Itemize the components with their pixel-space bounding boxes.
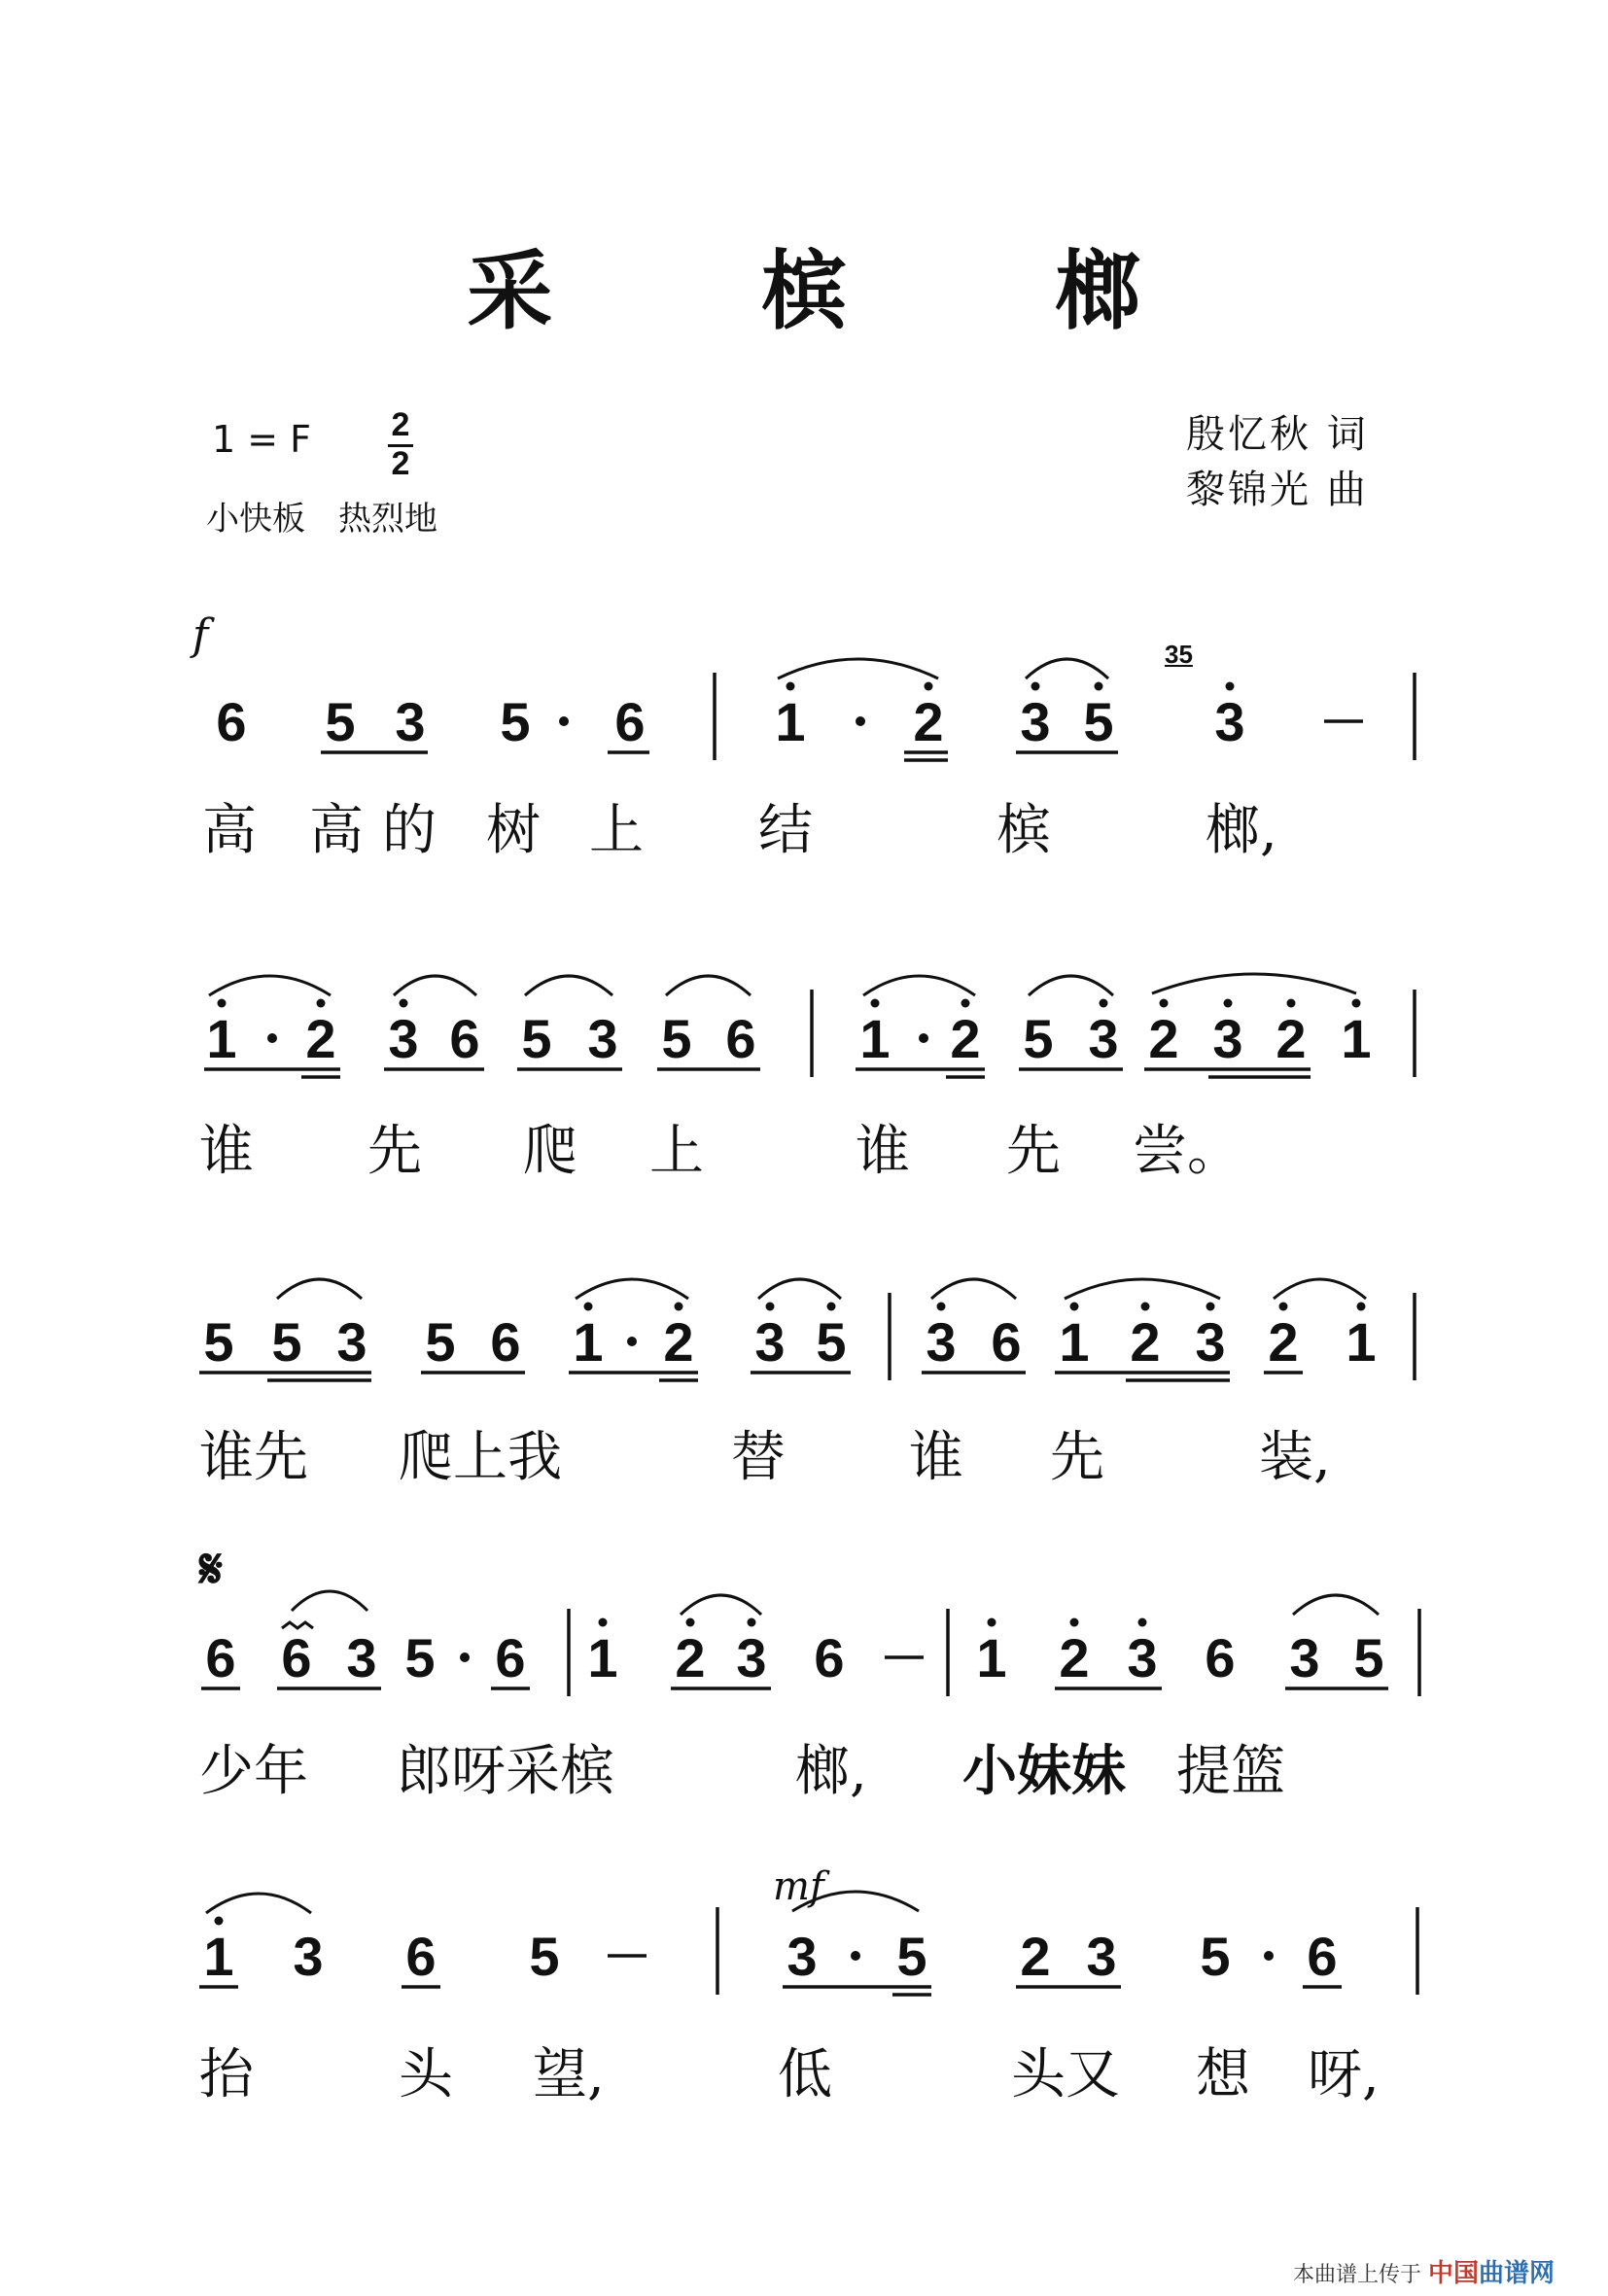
dynamic-forte: f (192, 610, 209, 660)
lyric-word: 少年 (199, 1740, 308, 1803)
lyric-line-2 (0, 1108, 1608, 1183)
note: 6 (991, 1311, 1022, 1373)
lyric-word: 先 (1050, 1426, 1104, 1489)
note: 3 (926, 1311, 957, 1373)
lyric-word: 头又 (1011, 2043, 1120, 2106)
augmentation-dot (267, 1033, 277, 1043)
note: 2 (1059, 1627, 1090, 1688)
slur-arc (576, 1279, 688, 1299)
slur-arc (792, 1892, 919, 1911)
octave-dot (584, 1303, 593, 1311)
octave-dot (1138, 1618, 1147, 1627)
octave-dot (686, 1618, 695, 1627)
octave-dot (1070, 1303, 1079, 1311)
octave-dot (675, 1303, 683, 1311)
note: 5 (1200, 1926, 1231, 1987)
note: 6 (205, 1627, 236, 1688)
note: 2 (305, 1008, 336, 1069)
octave-dot (1287, 999, 1296, 1008)
note: 3 (293, 1926, 324, 1987)
footer-brand-b: 曲谱网 (1479, 2259, 1556, 2288)
note: 3 (787, 1926, 818, 1987)
note: 1 (1346, 1311, 1377, 1373)
note: 2 (1130, 1311, 1161, 1373)
note: 6 (405, 1926, 437, 1987)
note: 6 (281, 1627, 312, 1688)
octave-dot (988, 1618, 996, 1627)
lyric-line-4 (0, 1728, 1608, 1803)
note: 3 (1195, 1311, 1226, 1373)
slur-arc (1065, 1279, 1220, 1299)
note: 5 (203, 1311, 234, 1373)
note: 6 (1205, 1627, 1236, 1688)
note: 5 (661, 1008, 692, 1069)
composer-credit: 黎锦光 曲 (1186, 468, 1369, 512)
note: 1 (573, 1311, 604, 1373)
lyric-word: 的 (382, 799, 437, 862)
note: 3 (1214, 691, 1245, 752)
lyric-word: 上 (649, 1120, 704, 1183)
lyric-word: 上 (589, 799, 644, 862)
slur-arc (394, 976, 476, 995)
note: 3 (1088, 1008, 1119, 1069)
octave-dot (215, 1917, 224, 1926)
lyric-word: 想 (1196, 2043, 1250, 2106)
slur-arc (525, 976, 612, 995)
note: 3 (388, 1008, 419, 1069)
note: 1 (976, 1627, 1007, 1688)
note: 5 (896, 1926, 927, 1987)
note: 1 (1059, 1311, 1090, 1373)
grace-note: 35 (1165, 640, 1193, 669)
note: 5 (1083, 691, 1114, 752)
octave-dot (827, 1303, 836, 1311)
augmentation-dot (559, 716, 569, 726)
footer-watermark (1293, 2253, 1555, 2289)
note: 6 (814, 1627, 845, 1688)
note: 3 (1086, 1926, 1117, 1987)
octave-dot (1031, 682, 1040, 691)
octave-dot (1357, 1303, 1366, 1311)
note: 3 (1289, 1627, 1320, 1688)
note: 1 (859, 1008, 891, 1069)
note: 6 (614, 691, 646, 752)
octave-dot (1226, 682, 1235, 691)
slur-arc (1274, 1279, 1366, 1299)
slur-arc (1026, 659, 1108, 678)
slur-arc (778, 659, 938, 678)
dynamic-mezzo-forte: mf (773, 1864, 824, 1909)
note: 1 (206, 1008, 237, 1069)
lyric-word: 呀, (1308, 2043, 1380, 2106)
octave-dot (1141, 1303, 1150, 1311)
page-title: 采 槟 榔 (467, 240, 1231, 341)
note: 5 (1353, 1627, 1384, 1688)
augmentation-dot (627, 1337, 637, 1346)
octave-dot (317, 999, 326, 1008)
augmentation-dot (856, 716, 865, 726)
slur-arc (666, 976, 751, 995)
note: 5 (325, 691, 356, 752)
slur-arc (1152, 974, 1356, 993)
note: 1 (1341, 1008, 1372, 1069)
time-signature-top: 2 (391, 406, 410, 443)
note: 5 (529, 1926, 560, 1987)
slur-arc (292, 1591, 367, 1611)
octave-dot (925, 682, 933, 691)
octave-dot (1352, 999, 1361, 1008)
lyric-word: 爬上我 (399, 1426, 562, 1489)
note: 5 (1023, 1008, 1054, 1069)
lyric-word: 树 (486, 799, 541, 862)
note: 3 (736, 1627, 767, 1688)
note: 2 (675, 1627, 706, 1688)
lyric-word: 谁先 (199, 1426, 308, 1489)
note: 3 (754, 1311, 786, 1373)
augmentation-dot (1264, 1951, 1274, 1961)
slur-arc (1029, 976, 1113, 995)
tempo-marking: 小快板 热烈地 (206, 500, 437, 539)
augmentation-dot (460, 1652, 470, 1662)
lyric-line-3 (0, 1414, 1608, 1489)
lyric-line-1 (0, 787, 1608, 862)
octave-dot (400, 999, 408, 1008)
lyric-word: 谁 (856, 1120, 910, 1183)
note: 5 (271, 1311, 302, 1373)
lyric-word: 尝。 (1133, 1120, 1241, 1183)
octave-dot (787, 682, 795, 691)
note: 2 (913, 691, 944, 752)
lyric-word: 先 (1006, 1120, 1061, 1183)
footer-text: 本曲谱上传于 (1293, 2263, 1422, 2287)
note: 6 (449, 1008, 480, 1069)
slur-arc (863, 976, 975, 995)
note: 6 (490, 1311, 521, 1373)
lyric-word: 爬 (523, 1120, 577, 1183)
note: 2 (1020, 1926, 1051, 1987)
note: 6 (725, 1008, 756, 1069)
note: 2 (663, 1311, 694, 1373)
octave-dot (1279, 1303, 1288, 1311)
lyric-word: 替 (731, 1426, 786, 1489)
slur-arc (681, 1595, 761, 1615)
note: 3 (336, 1311, 367, 1373)
slur-arc (277, 1279, 362, 1299)
octave-dot (1095, 682, 1103, 691)
octave-dot (1070, 1618, 1079, 1627)
octave-dot (766, 1303, 775, 1311)
lyric-word: 高 (309, 799, 364, 862)
octave-dot (961, 999, 970, 1008)
octave-dot (1206, 1303, 1215, 1311)
slur-arc (206, 1894, 311, 1913)
time-signature-bottom: 2 (391, 445, 410, 482)
octave-dot (1224, 999, 1233, 1008)
lyric-word: 榔, (795, 1740, 867, 1803)
octave-dot (1160, 999, 1169, 1008)
note: 3 (395, 691, 426, 752)
lyric-word: 先 (367, 1120, 422, 1183)
octave-dot (748, 1618, 756, 1627)
lyric-word: 结 (758, 799, 813, 862)
note: 3 (1127, 1627, 1158, 1688)
slur-arc (931, 1279, 1016, 1299)
note: 3 (346, 1627, 377, 1688)
note: 5 (404, 1627, 436, 1688)
lyricist-credit: 殷忆秋 词 (1186, 412, 1369, 457)
note: 6 (1307, 1926, 1338, 1987)
note: 1 (203, 1926, 234, 1987)
note: 6 (495, 1627, 526, 1688)
lyric-word: 提篮 (1176, 1740, 1285, 1803)
lyric-word: 小妹妹 (962, 1739, 1126, 1803)
augmentation-dot (919, 1033, 928, 1043)
note: 5 (500, 691, 531, 752)
lyric-word: 谁 (199, 1120, 254, 1183)
note: 3 (1020, 691, 1051, 752)
octave-dot (937, 1303, 946, 1311)
note: 5 (816, 1311, 847, 1373)
note: 1 (775, 691, 806, 752)
lyric-word: 头 (399, 2043, 453, 2106)
lyric-word: 望, (533, 2043, 605, 2106)
note: 2 (1276, 1008, 1307, 1069)
note: 5 (425, 1311, 456, 1373)
key-signature: 1 = F (212, 418, 312, 461)
segno-sign: 𝄋 (199, 1538, 224, 1601)
note: 1 (587, 1627, 618, 1688)
lyric-word: 郎呀采槟 (397, 1740, 614, 1803)
lyric-word: 装, (1259, 1426, 1331, 1489)
note: 3 (1212, 1008, 1243, 1069)
note: 2 (950, 1008, 981, 1069)
lyric-word: 低 (778, 2043, 832, 2106)
note: 3 (587, 1008, 618, 1069)
lyric-word: 槟 (996, 799, 1051, 862)
slur-arc (209, 976, 331, 995)
note: 6 (216, 691, 247, 752)
lyric-word: 抬 (199, 2043, 254, 2106)
augmentation-dot (851, 1951, 860, 1961)
lyric-word: 谁 (909, 1426, 963, 1489)
footer-brand-a: 中国 (1428, 2259, 1480, 2288)
note: 5 (521, 1008, 552, 1069)
octave-dot (1100, 999, 1108, 1008)
slur-arc (1293, 1595, 1379, 1615)
lyric-line-5 (0, 2032, 1608, 2106)
note: 2 (1268, 1311, 1299, 1373)
note: 2 (1148, 1008, 1179, 1069)
lyric-word: 高 (202, 799, 257, 862)
octave-dot (871, 999, 880, 1008)
slur-arc (758, 1279, 841, 1299)
octave-dot (218, 999, 227, 1008)
lyric-word: 榔, (1206, 799, 1277, 862)
octave-dot (599, 1618, 608, 1627)
